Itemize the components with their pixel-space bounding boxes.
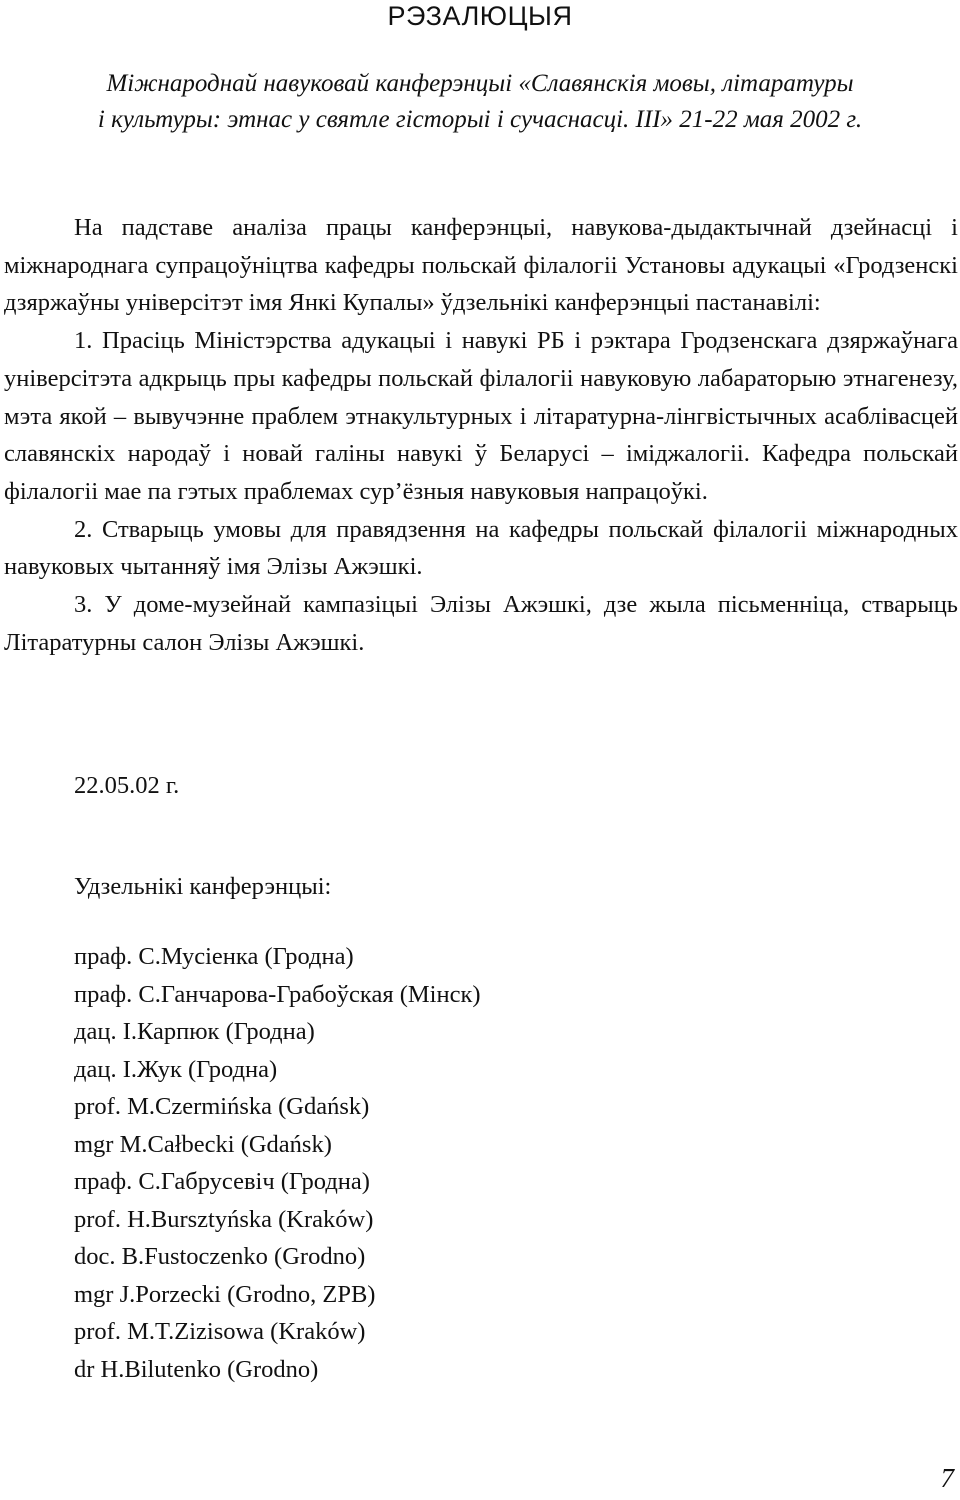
resolution-body: [4, 209, 958, 661]
participant: prof. M.Czermińska (Gdańsk): [74, 1093, 370, 1120]
participant: mgr M.Całbecki (Gdańsk): [74, 1130, 332, 1158]
participant: prof. M.T.Zizisowa (Kraków): [74, 1318, 366, 1345]
participant: праф. С.Мусіенка (Гродна): [74, 943, 354, 970]
resolution-item-2: 2. Стварыць умовы для правядзення на кафедры польскай філалогіі міжнародных навуковых чытанняў імя Элізы Ажэшкі.: [4, 515, 958, 581]
participant: дац. І.Жук (Гродна): [74, 1055, 278, 1083]
participant: doc. B.Fustoczenko (Grodno): [74, 1243, 366, 1270]
resolution-item-1: 1. Прасіць Міністэрства адукацыі і навукі РБ і рэктара Гродзенскага дзяржаўнага універсітэта адкрыць пры кафедры польскай філалогіі навуковую лабараторыю этнагенезу, мэта якой – вывучэнне праблем этнакультурных і літаратурна-лінгвістычных асаблівасцей славянскіх народаў і новай галіны навукі ў Беларусі – іміджалогіі. Кафедра польскай філалогіі мае па гэтых праблемах сур’ёзныя навуковыя напрацоўкі.: [4, 327, 958, 505]
intro-paragraph: На падставе аналіза працы канферэнцыі, навукова-дыдактычнай дзейнасці і міжнароднага супрацоўніцтва кафедры польскай філалогіі Установы адукацыі «Гродзенскі дзяржаўны універсітэт імя Янкі Купалы» ўдзельнікі канферэнцыі пастанавілі:: [4, 214, 958, 317]
participants-heading: Удзельнікі канферэнцыі:: [74, 873, 332, 900]
participant: prof. H.Bursztyńska (Kraków): [74, 1205, 374, 1233]
page-title: РЭЗАЛЮЦЫЯ: [387, 1, 573, 31]
participant: праф. С.Ганчарова-Грабоўская (Мінск): [74, 980, 481, 1008]
resolution-date: 22.05.02 г.: [74, 772, 180, 799]
participants-list: [74, 938, 481, 1388]
subtitle-line: Міжнароднай навуковай канферэнцыі «Славянскія мовы, літаратуры: [106, 70, 854, 97]
resolution-item-3: 3. У доме-музейнай кампазіцыі Элізы Ажэшкі, дзе жыла пісьменніца, стварыць Літаратурны салон Элізы Ажэшкі.: [4, 591, 958, 656]
conference-subtitle: [0, 66, 960, 138]
participant: dr H.Bilutenko (Grodno): [74, 1355, 319, 1383]
subtitle-line: і культуры: этнас у святле гісторыі і сучаснасці. ІІІ» 21-22 мая 2002 г.: [97, 106, 863, 133]
page-number: 7: [940, 1463, 954, 1493]
participant: праф. С.Габрусевіч (Гродна): [74, 1168, 370, 1195]
participant: дац. І.Карпюк (Гродна): [74, 1018, 315, 1045]
participant: mgr J.Porzecki (Grodno, ZPB): [74, 1280, 376, 1308]
